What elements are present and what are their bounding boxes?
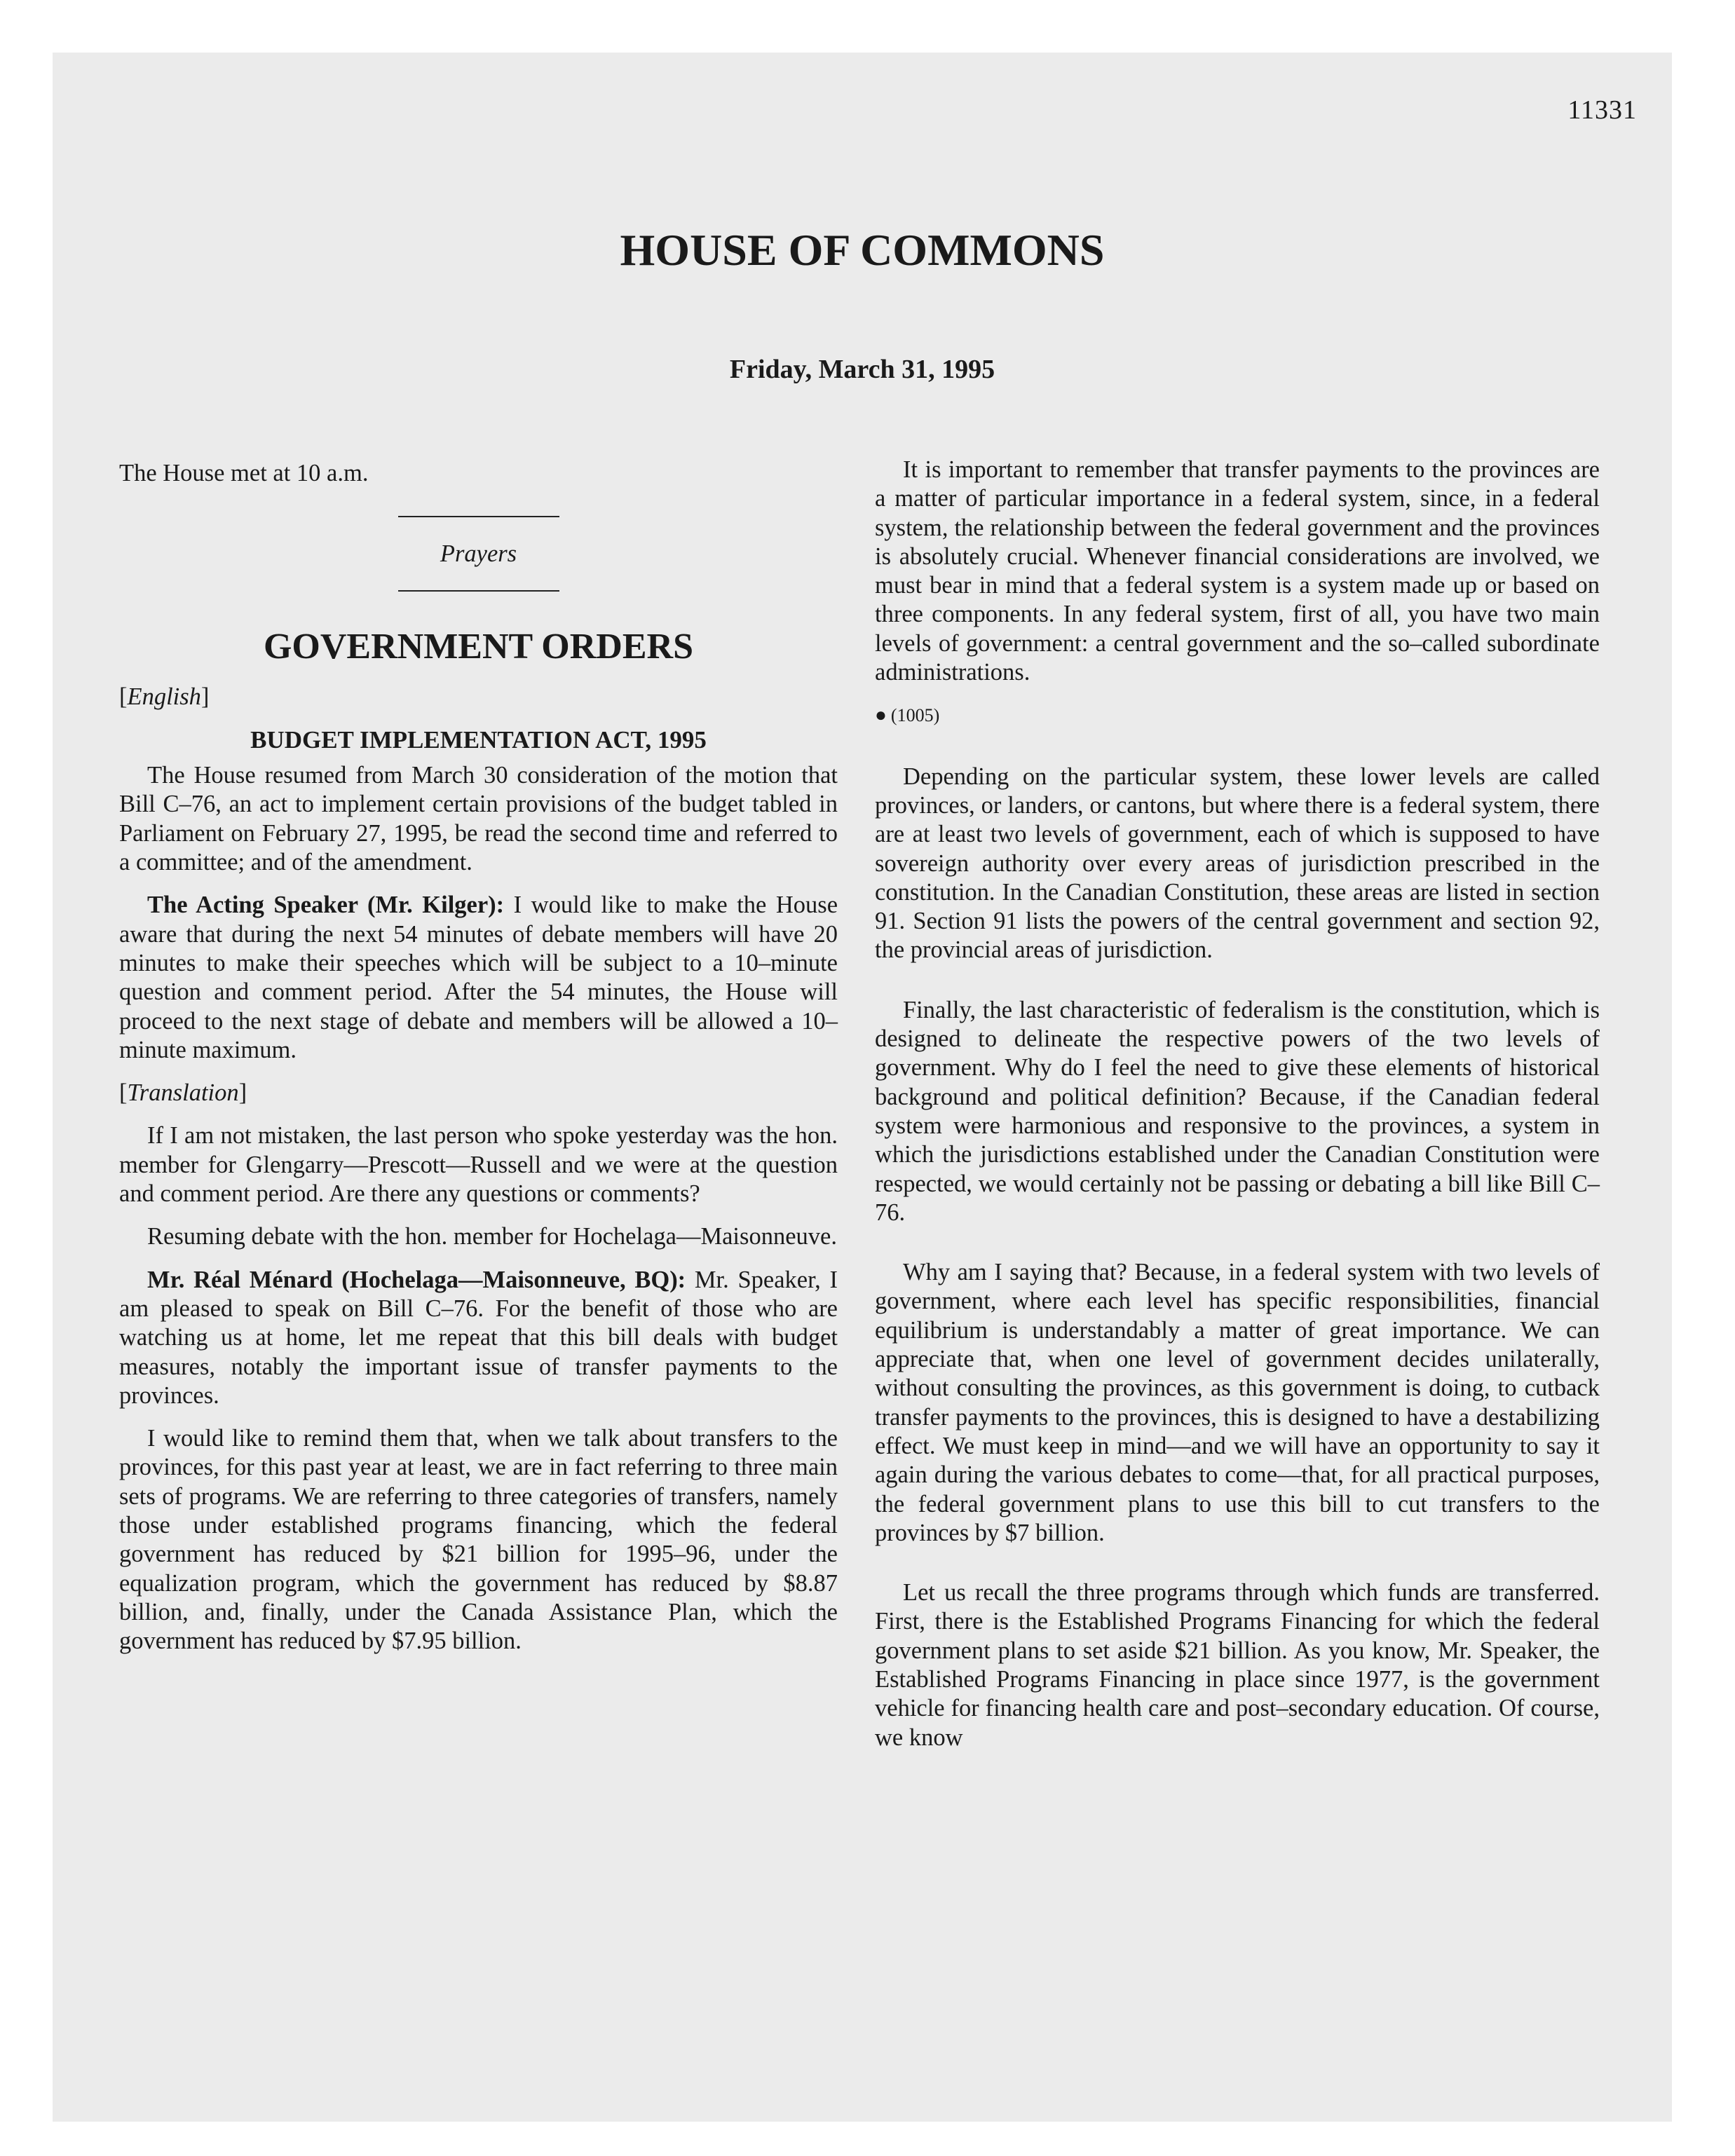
paragraph: Why am I saying that? Because, in a federal system with two levels of government, where each level has specific responsibilities, financial equilibrium is understandably a matter of great importance. We can appreciate that, when one level of government decides unilaterally, without consulting the provinces, as this government is doing, to cutback transfer payments to the provinces, this is designed to have a destabilizing effect. We must keep in mind—and we will have an opportunity to say it again during the various debates to come—that, for all practical purposes, the federal government plans to use this bill to cut transfers to the provinces by $7 billion. [875, 1259, 1600, 1546]
sitting-date: Friday, March 31, 1995 [729, 355, 995, 384]
divider-rule [398, 516, 559, 517]
language-tag-translation: [Translation] [119, 1079, 247, 1107]
prayers-heading: Prayers [440, 540, 517, 568]
house-met-line: The House met at 10 a.m. [119, 460, 369, 486]
paragraph: I would like to remind them that, when we talk about transfers to the provinces, for this past year at least, we are in fact referring to three main sets of programs. We are referring to three categories of transfers, namely those under established programs financing, which the federal government has reduced by $21 billion for 1995–96, under the equalization program, which the government has reduced by $8.87 billion, and, finally, under the Canada Assistance Plan, which the government has reduced by $7.95 billion. [119, 1425, 838, 1655]
paragraph: Resuming debate with the hon. member for Hochelaga—Maisonneuve. [147, 1223, 837, 1250]
bill-heading: BUDGET IMPLEMENTATION ACT, 1995 [250, 725, 707, 753]
time-marker-text: (1005) [890, 705, 940, 726]
section-heading: GOVERNMENT ORDERS [263, 626, 693, 667]
speaker-name: The Acting Speaker (Mr. Kilger): [147, 892, 505, 919]
paragraph: It is important to remember that transfer payments to the provinces are a matter of particular importance in a federal system, since, in a federal system, the relationship between the federal government and the provinces is absolutely crucial. Whenever financial considerations are involved, we must bear in mind that a federal system is a system made up or based on three components. In any federal system, first of all, you have two main levels of government: a central government and the so–called subordinate administrations. [875, 456, 1600, 686]
speaker-name: Mr. Réal Ménard (Hochelaga—Maisonneuve, BQ): [147, 1266, 686, 1293]
language-tag-english: [English] [119, 683, 210, 710]
page-title: HOUSE OF COMMONS [620, 225, 1105, 275]
left-column [119, 459, 838, 1670]
speech-paragraph [119, 1266, 838, 1410]
bullet-icon: ● [875, 704, 887, 727]
right-column [875, 456, 1600, 1766]
paragraph: Depending on the particular system, these lower levels are called provinces, or landers, or cantons, but where there is a federal system, there are at least two levels of government, each of which is supposed to have sovereign authority over every areas of jurisdiction prescribed in the constitution. In the Canadian Constitution, these areas are listed in section 91. Section 91 lists the powers of the central government and section 92, the provincial areas of jurisdiction. [875, 763, 1600, 964]
language-tag-text: English [127, 683, 201, 710]
paragraph: Finally, the last characteristic of federalism is the constitution, which is designed to delineate the respective powers of the two levels of government. Why do I feel the need to give these elements of historical background and political definition? Because, if the Canadian federal system were harmonious and responsive to the provinces, a system in which the jurisdictions established under the Canadian Constitution were respected, we would certainly not be passing or debating a bill like Bill C–76. [875, 996, 1600, 1226]
language-tag-text: Translation [127, 1079, 239, 1107]
paragraph: If I am not mistaken, the last person who spoke yesterday was the hon. member for Glengarry—Prescott—Russell and we were at the question and comment period. Are there any questions or comments? [119, 1122, 838, 1208]
speech-text: Mr. Speaker, I am pleased to speak on Bill C–76. For the benefit of those who are watching us at home, let me repeat that this bill deals with budget measures, notably the important issue of transfer payments to the provinces. [119, 1266, 838, 1409]
divider-rule [398, 590, 559, 592]
page-number: 11331 [1567, 95, 1637, 125]
speech-paragraph [119, 891, 838, 1065]
speech-text: I would like to make the House aware that during the next 54 minutes of debate members will have 20 minutes to make their speeches which will be subject to a 10–minute question and comment period. After the 54 minutes, the House will proceed to the next stage of debate and members will be allowed a 10–minute maximum. [119, 892, 838, 1063]
time-marker [875, 701, 1600, 730]
paragraph: The House resumed from March 30 consideration of the motion that Bill C–76, an act to implement certain provisions of the budget tabled in Parliament on February 27, 1995, be read the second time and referred to a committee; and of the amendment. [119, 762, 838, 876]
paragraph: Let us recall the three programs through which funds are transferred. First, there is the Established Programs Financing for which the federal government plans to set aside $21 billion. As you know, Mr. Speaker, the Established Programs Financing in place since 1977, is the government vehicle for financing health care and post–secondary education. Of course, we know [875, 1579, 1600, 1751]
